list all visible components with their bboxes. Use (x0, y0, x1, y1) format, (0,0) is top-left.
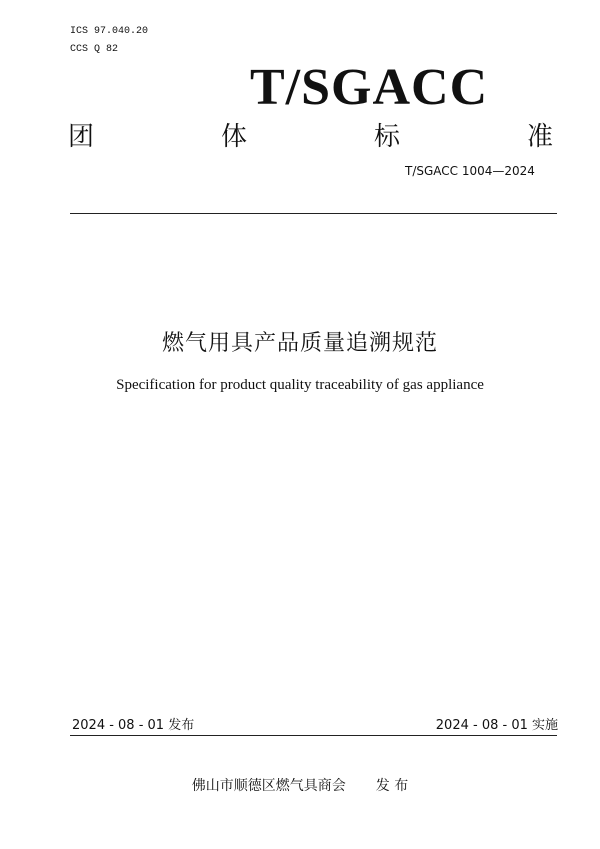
issuer-line (0, 775, 600, 795)
publish-date: 2024 - 08 - 01 发布 (72, 718, 195, 733)
standard-category (68, 116, 553, 153)
category-char: 准 (526, 122, 553, 152)
issuer-name: 佛山市顺德区燃气具商会 (191, 778, 346, 794)
top-divider (70, 213, 557, 214)
category-char: 团 (68, 122, 95, 152)
implementation-date: 2024 - 08 - 01 实施 (435, 718, 558, 733)
document-title-chinese: 燃气用具产品质量追溯规范 (161, 331, 438, 356)
document-title-english: Specification for product quality traceability of gas appliance (116, 377, 484, 393)
standard-number: T/SGACC 1004—2024 (405, 164, 535, 178)
category-char: 标 (373, 122, 400, 152)
bottom-divider (70, 735, 557, 736)
ics-code: ICS 97.040.20 (70, 26, 149, 37)
ccs-code: CCS Q 82 (70, 44, 119, 55)
category-char: 体 (220, 122, 247, 152)
standard-brand-logo: T/SGACC (250, 59, 489, 116)
issue-label: 发 布 (375, 778, 409, 794)
